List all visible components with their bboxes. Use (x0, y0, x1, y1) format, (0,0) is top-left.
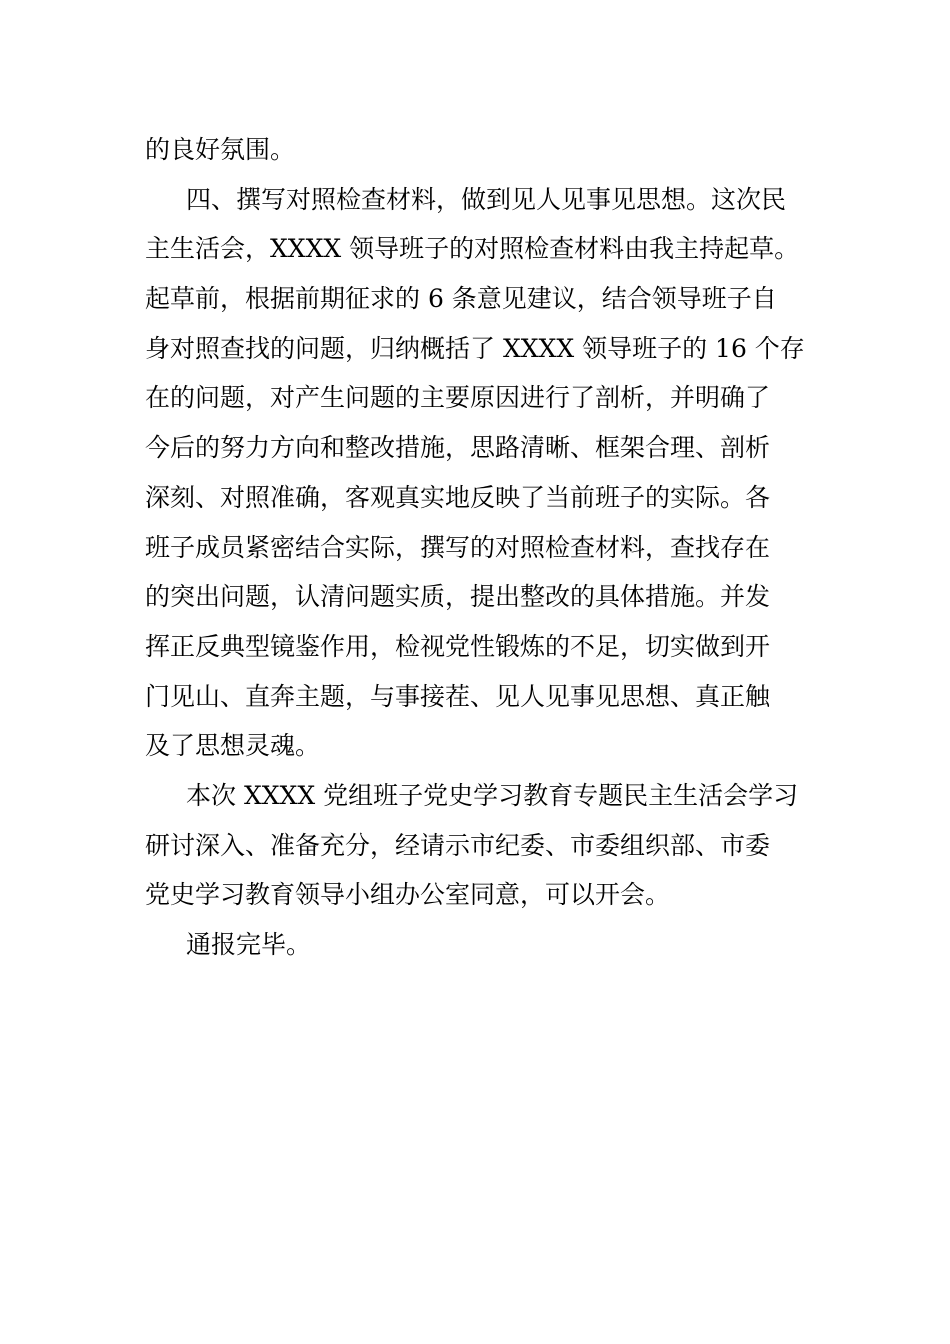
text-line: 的良好氛围。 (145, 135, 296, 164)
text-line: 本次 XXXX 党组班子党史学习教育专题民主生活会学习 (186, 780, 799, 810)
text-line: 主生活会，XXXX 领导班子的对照检查材料由我主持起草。 (145, 234, 800, 264)
text-line: 及了思想灵魂。 (145, 731, 321, 761)
text-line: 今后的努力方向和整改措施，思路清晰、框架合理、剖析 (145, 433, 771, 463)
text-line: 身对照查找的问题，归纳概括了 XXXX 领导班子的 16 个存 (145, 333, 805, 363)
text-line: 深刻、对照准确，客观真实地反映了当前班子的实际。各 (145, 482, 771, 512)
text-line: 挥正反典型镜鉴作用，检视党性锻炼的不足，切实做到开 (145, 631, 771, 661)
text-line: 起草前，根据前期征求的 6 条意见建议，结合领导班子自 (145, 284, 777, 314)
text-line: 在的问题，对产生问题的主要原因进行了剖析，并明确了 (145, 383, 771, 413)
text-line: 四、撰写对照检查材料，做到见人见事见思想。这次民 (186, 184, 787, 214)
text-line: 党史学习教育领导小组办公室同意，可以开会。 (145, 880, 671, 910)
text-line: 班子成员紧密结合实际，撰写的对照检查材料，查找存在 (145, 532, 771, 562)
text-line: 研讨深入、准备充分，经请示市纪委、市委组织部、市委 (145, 830, 771, 860)
text-line: 的突出问题，认清问题实质，提出整改的具体措施。并发 (145, 582, 771, 612)
text-line: 通报完毕。 (186, 930, 312, 959)
text-line: 门见山、直奔主题，与事接茬、见人见事见思想、真正触 (145, 681, 771, 711)
document-body (145, 125, 825, 970)
